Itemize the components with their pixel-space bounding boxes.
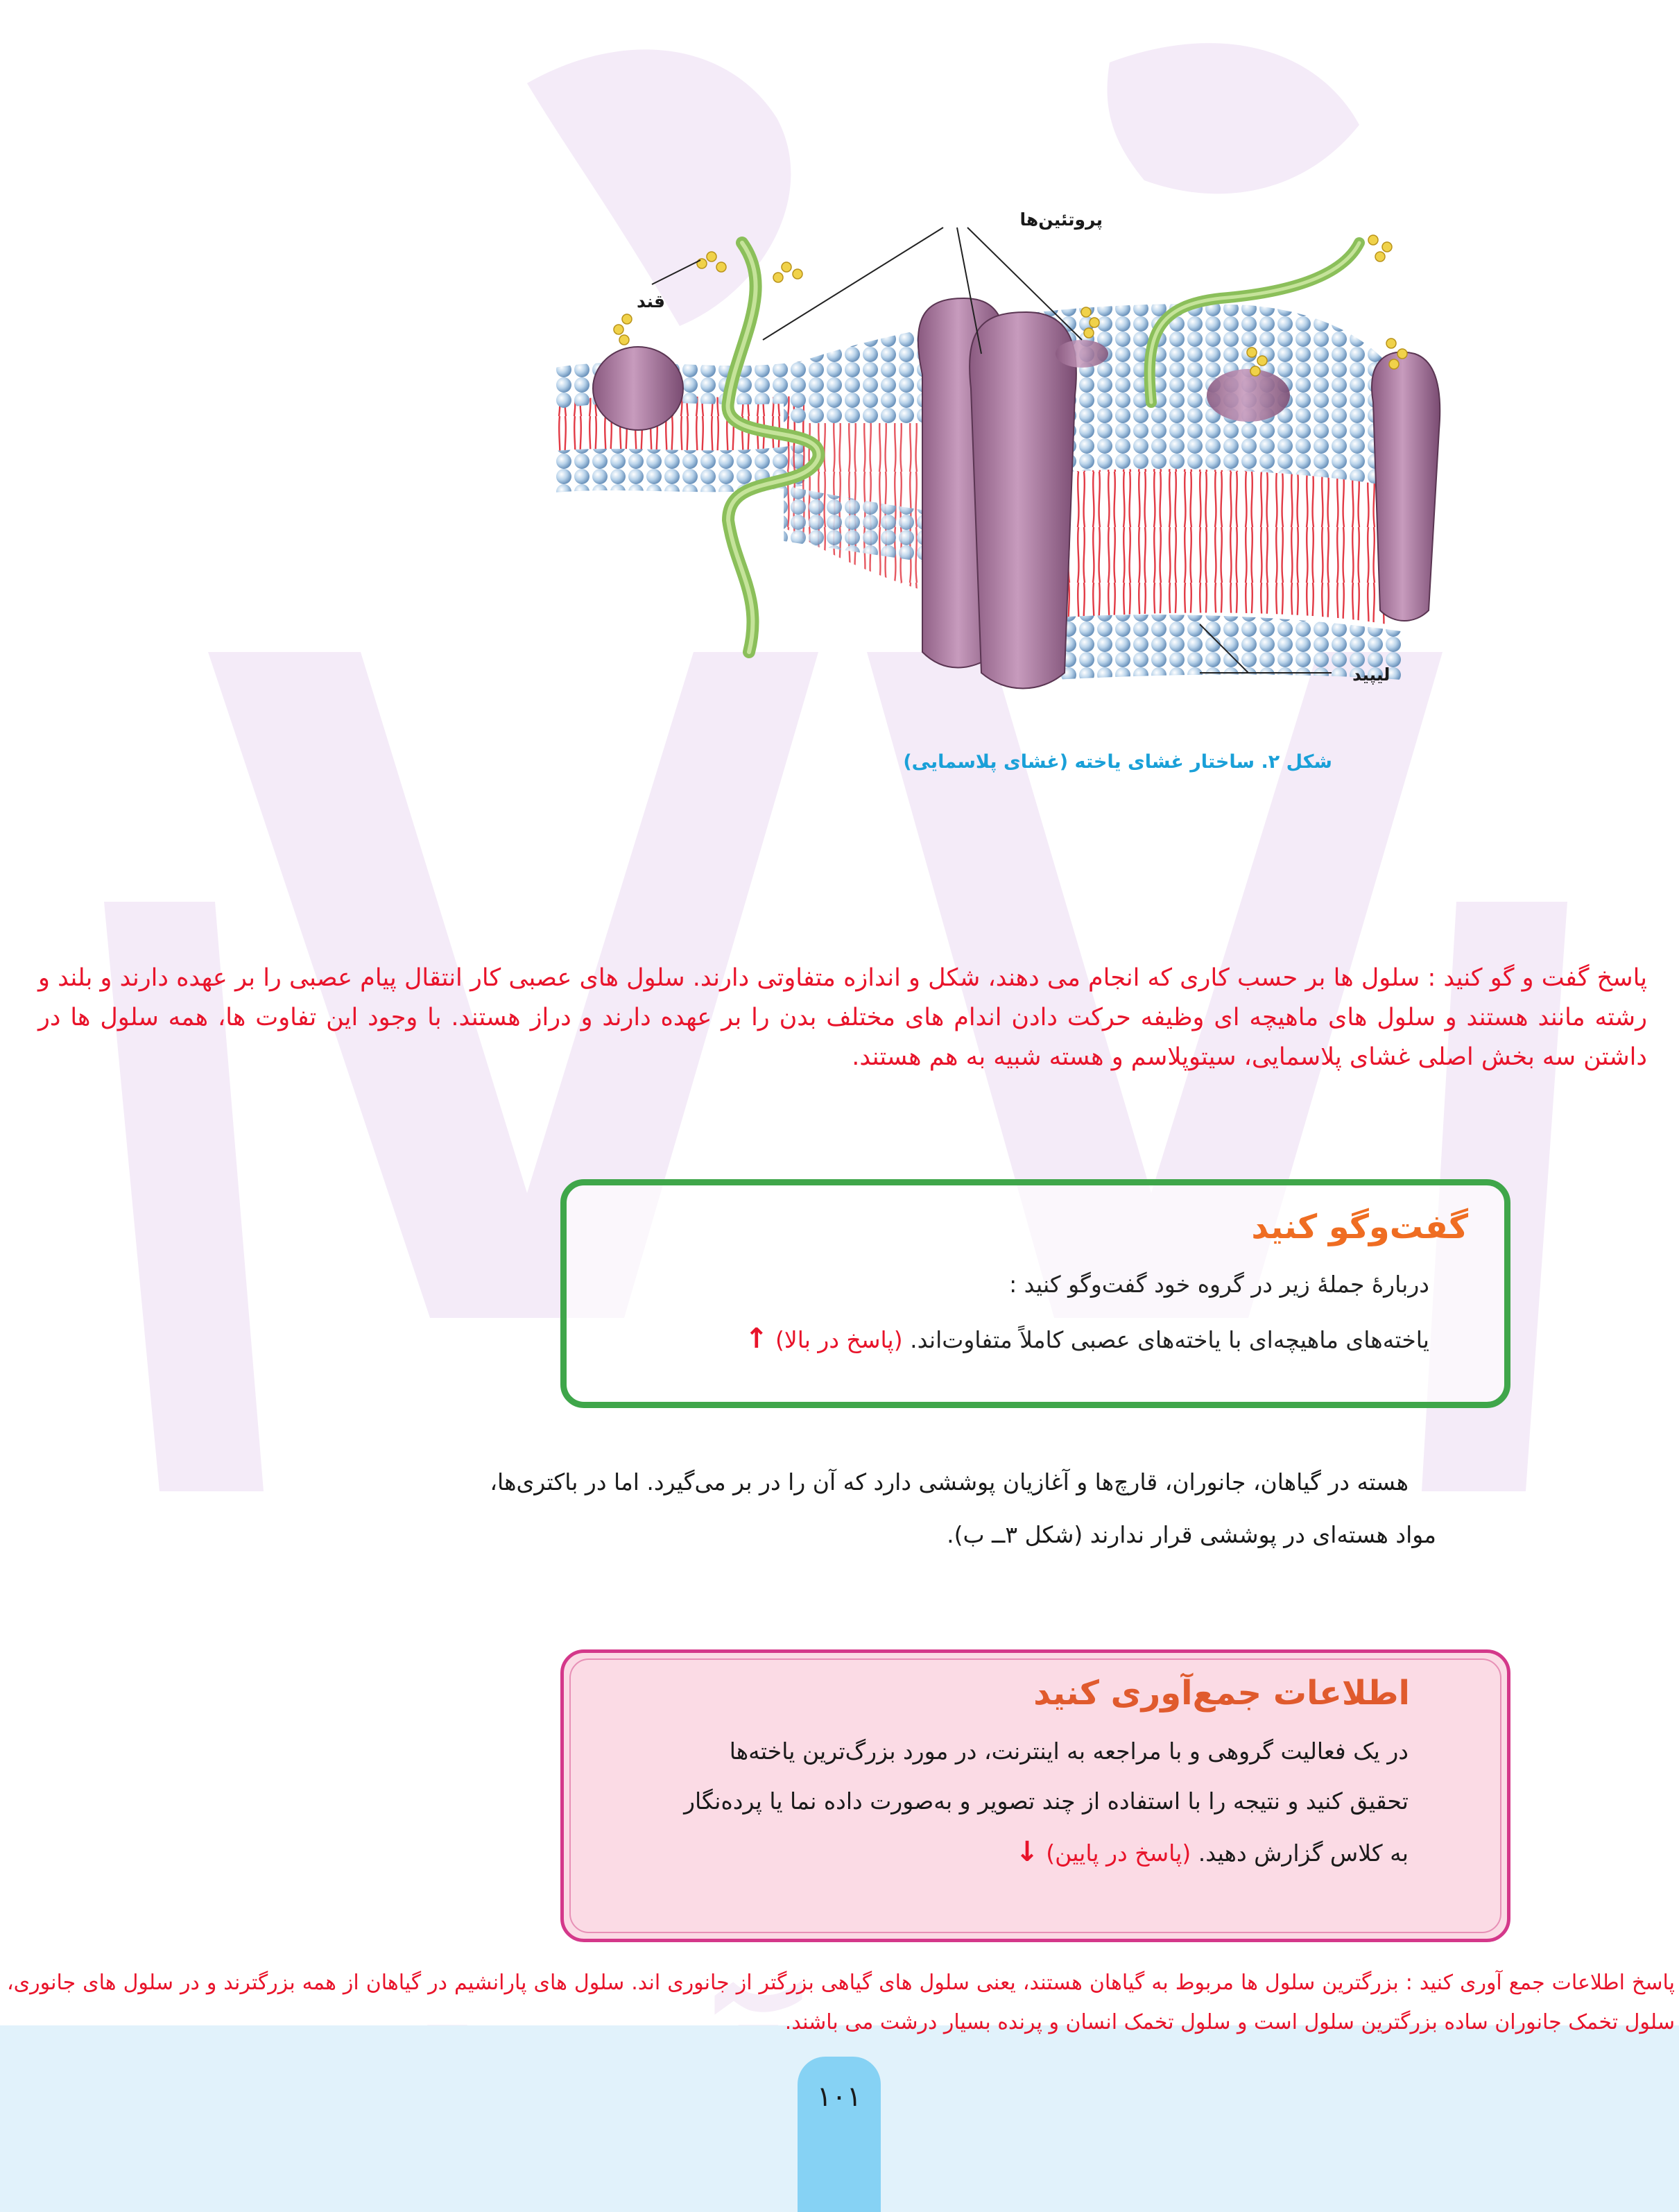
research-title: اطلاعات جمع‌آوری کنید bbox=[1033, 1674, 1410, 1713]
discussion-line: دربارۀ جملۀ زیر در گروه خود گفت‌وگو کنید : bbox=[1009, 1271, 1429, 1298]
label-proteins: پروتئین‌ها bbox=[1019, 209, 1103, 230]
answer-above-hint: (پاسخ در بالا) bbox=[775, 1326, 903, 1353]
label-lipid: لیپید bbox=[1352, 665, 1390, 685]
page-number: ۱۰۱ bbox=[816, 2081, 862, 2113]
research-box bbox=[560, 1649, 1510, 1942]
page-number-tab bbox=[798, 2057, 881, 2212]
research-line-text: به کلاس گزارش دهید. bbox=[1198, 1840, 1409, 1867]
research-line: تحقیق کنید و نتیجه را با استفاده از چند تصویر و به‌صورت داده نما یا پرده‌نگار bbox=[684, 1787, 1409, 1815]
answer-below-hint: (پاسخ در پایین) bbox=[1046, 1840, 1191, 1867]
research-line: در یک فعالیت گروهی و با مراجعه به اینترنت، در مورد بزرگ‌ترین یاخته‌ها bbox=[729, 1738, 1409, 1765]
arrow-up-icon: ↑ bbox=[744, 1323, 768, 1355]
label-sugar: قند bbox=[637, 291, 666, 311]
discussion-box bbox=[560, 1179, 1510, 1408]
discussion-statement-text: یاخته‌های ماهیچه‌ای با یاخته‌های عصبی کاملاً متفاوت‌اند. bbox=[910, 1326, 1429, 1353]
research-line bbox=[1015, 1836, 1409, 1868]
nucleus-paragraph-line: هسته در گیاهان، جانوران، قارچ‌ها و آغازیان پوششی دارد که آن را در بر می‌گیرد. اما در باکتری‌ها، bbox=[490, 1468, 1409, 1495]
discussion-statement bbox=[745, 1323, 1429, 1355]
figure-caption: شکل ۲. ساختار غشای یاخته (غشای پلاسمایی) bbox=[903, 751, 1332, 773]
cell-membrane-illustration bbox=[555, 194, 1449, 735]
answer-research-paragraph: پاسخ اطلاعات جمع آوری کنید : بزرگترین سلول ها مربوط به گیاهان هستند، یعنی سلول های گیاهی بزرگتر از جانوری اند. سلول های پارانشیم در گیاهان از همه بزرگترند و در سلول های جانوری، سلول تخمک جانوران ساده بزرگترین سلول است و سلول تخمک انسان و پرنده بسیار درشت می باشند. bbox=[7, 1971, 1675, 2034]
answer-discussion-paragraph: پاسخ گفت و گو کنید : سلول ها بر حسب کاری که انجام می دهند، شکل و اندازه متفاوتی دارند. سلول های عصبی کار انتقال پیام عصبی را بر عهده دارند و بلند و رشته مانند هستند و سلول های ماهیچه ای وظیفه حرکت دادن اندام های مختلف بدن را بر عهده دارند و دراز هستند. با وجود این تفاوت ها، همه سلول ها در داشتن سه بخش اصلی غشای پلاسمایی، سیتوپلاسم و هسته شبیه به هم هستند. bbox=[38, 964, 1647, 1071]
arrow-down-icon: ↓ bbox=[1015, 1836, 1039, 1868]
nucleus-paragraph-line: مواد هسته‌ای در پوششی قرار ندارند (شکل ۳ــ ب). bbox=[947, 1521, 1436, 1548]
discussion-title: گفت‌وگو کنید bbox=[1251, 1208, 1468, 1246]
cell-membrane-figure bbox=[555, 194, 1449, 735]
